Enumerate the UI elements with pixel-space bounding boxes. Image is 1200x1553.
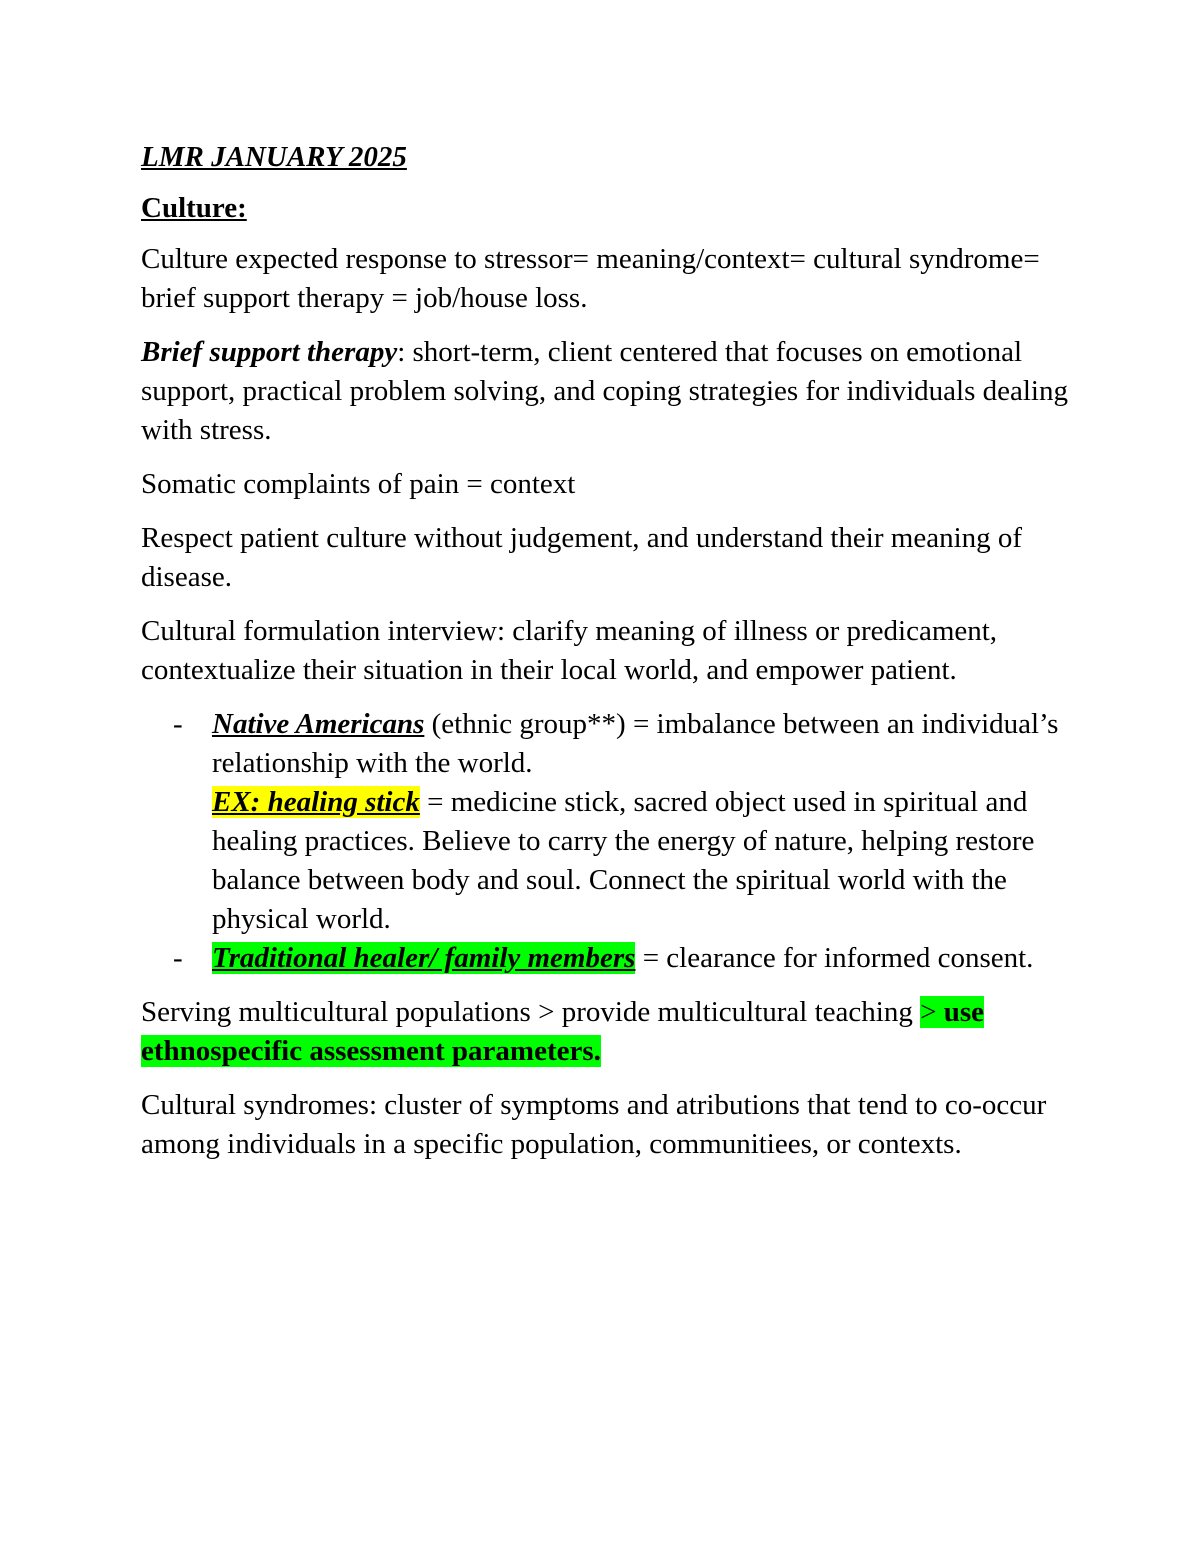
paragraph-cultural-syndromes: Cultural syndromes: cluster of symptoms and atributions that tend to co-occur among individuals in a specific population, communitiees, or contexts. — [141, 1089, 1047, 1160]
paragraph-serving-multicultural — [141, 993, 1071, 1071]
term-native-americans: Native Americans — [212, 708, 425, 740]
document-title: LMR JANUARY 2025 — [141, 141, 407, 173]
document-page — [141, 138, 1071, 1179]
paragraph-respect-culture: Respect patient culture without judgement, and understand their meaning of disease. — [141, 522, 1023, 593]
definition-traditional-healer: = clearance for informed consent. — [635, 942, 1034, 974]
highlight-marker: > — [920, 996, 937, 1028]
term-brief-support-therapy: Brief support therapy — [141, 336, 398, 368]
term-healing-stick: EX: healing stick — [212, 786, 420, 818]
dash-bullet: - — [173, 708, 183, 740]
paragraph-brief-support-therapy — [141, 333, 1071, 450]
list-item-traditional-healer — [141, 939, 1071, 978]
definition-brief-support-therapy: : short-term, client centered that focuses on emotional support, practical problem solving, and coping strategies for individuals dealing with stress. — [141, 336, 1068, 446]
bullet-list — [141, 705, 1071, 978]
highlight-ethnospecific: use ethnospecific assessment parameters. — [141, 996, 984, 1067]
serving-multicultural-text: Serving multicultural populations > provide multicultural teaching — [141, 996, 921, 1028]
dash-bullet: - — [173, 942, 183, 974]
term-traditional-healer: Traditional healer/ family members — [212, 942, 636, 974]
list-item-native-americans — [141, 705, 1071, 939]
paragraph-culture-response: Culture expected response to stressor= meaning/context= cultural syndrome= brief support therapy = job/house loss. — [141, 243, 1040, 314]
definition-native-americans: (ethnic group**) = imbalance between an individual’s relationship with the world. — [212, 708, 1059, 779]
paragraph-cultural-formulation: Cultural formulation interview: clarify meaning of illness or predicament, contextualize their situation in their local world, and empower patient. — [141, 615, 998, 686]
paragraph-somatic-complaints: Somatic complaints of pain = context — [141, 468, 576, 500]
section-heading-culture: Culture: — [141, 192, 247, 224]
definition-healing-stick: = medicine stick, sacred object used in spiritual and healing practices. Believe to carry the energy of nature, helping restore balance between body and soul. Connect the spiritual world with the physical world. — [212, 786, 1035, 935]
